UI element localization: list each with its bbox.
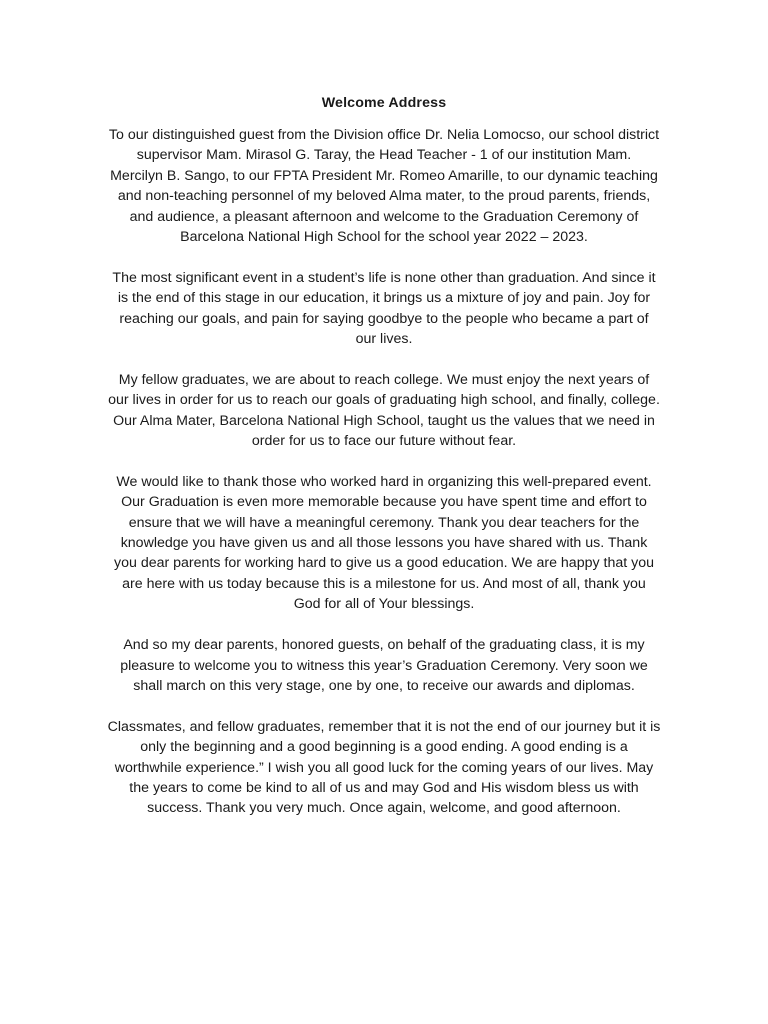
text-line: is the end of this stage in our education, it brings us a mixture of joy and pain. Joy for [117, 290, 651, 307]
document-body [84, 125, 684, 839]
text-line: the years to come be kind to all of us and may God and His wisdom bless us with [129, 779, 639, 796]
text-line: Our Graduation is even more memorable because you have spent time and effort to [121, 494, 647, 511]
text-line: and non-teaching personnel of my beloved Alma mater, to the proud parents, friends, [117, 188, 651, 205]
text-line: We would like to thank those who worked hard in organizing this well-prepared event. [116, 473, 652, 490]
paragraph-greeting [84, 125, 684, 247]
text-line: shall march on this very stage, one by one, to receive our awards and diplomas. [133, 677, 635, 694]
document-title: Welcome Address [321, 95, 447, 111]
text-line: Classmates, and fellow graduates, remember that it is not the end of our journey but it is [107, 718, 661, 735]
text-line: and audience, a pleasant afternoon and welcome to the Graduation Ceremony of [129, 208, 639, 225]
text-line: worthwhile experience.” I wish you all good luck for the coming years of our lives. May [114, 759, 654, 776]
text-line: God for all of Your blessings. [293, 596, 475, 613]
text-line: Barcelona National High School for the school year 2022 – 2023. [180, 229, 588, 246]
text-line: are here with us today because this is a milestone for us. And most of all, thank you [122, 575, 646, 592]
text-line: Mercilyn B. Sango, to our FPTA President Mr. Romeo Amarille, to our dynamic teaching [110, 167, 658, 184]
text-line: pleasure to welcome you to witness this year’s Graduation Ceremony. Very soon we [120, 657, 648, 674]
text-line: our lives in order for us to reach our goals of graduating high school, and finally, college. [108, 392, 660, 409]
paragraph-welcome [84, 635, 684, 696]
text-line: To our distinguished guest from the Division office Dr. Nelia Lomocso, our school district [108, 127, 660, 143]
text-line: And so my dear parents, honored guests, on behalf of the graduating class, it is my [123, 637, 645, 654]
text-line: Our Alma Mater, Barcelona National High School, taught us the values that we need in [113, 412, 655, 429]
text-line: reaching our goals, and pain for saying goodbye to the people who became a part of [119, 310, 649, 327]
text-line: our lives. [355, 331, 413, 348]
text-line: ensure that we will have a meaningful ceremony. Thank you dear teachers for the [128, 514, 640, 531]
text-line: supervisor Mam. Mirasol G. Taray, the Head Teacher - 1 of our institution Mam. [136, 147, 632, 164]
text-line: The most significant event in a student’s life is none other than graduation. And since it [112, 269, 656, 286]
paragraph-significance [84, 268, 684, 350]
text-line: success. Thank you very much. Once again, welcome, and good afternoon. [147, 800, 621, 817]
text-line: order for us to face our future without fear. [251, 433, 517, 450]
paragraph-college [84, 370, 684, 452]
paragraph-closing [84, 717, 684, 819]
paragraph-thanks [84, 472, 684, 615]
text-line: My fellow graduates, we are about to reach college. We must enjoy the next years of [118, 371, 650, 388]
text-line: only the beginning and a good beginning is a good ending. A good ending is a [140, 739, 628, 756]
text-line: knowledge you have given us and all those lessons you have shared with us. Thank [120, 535, 648, 552]
text-line: you dear parents for working hard to give us a good education. We are happy that you [114, 555, 654, 572]
